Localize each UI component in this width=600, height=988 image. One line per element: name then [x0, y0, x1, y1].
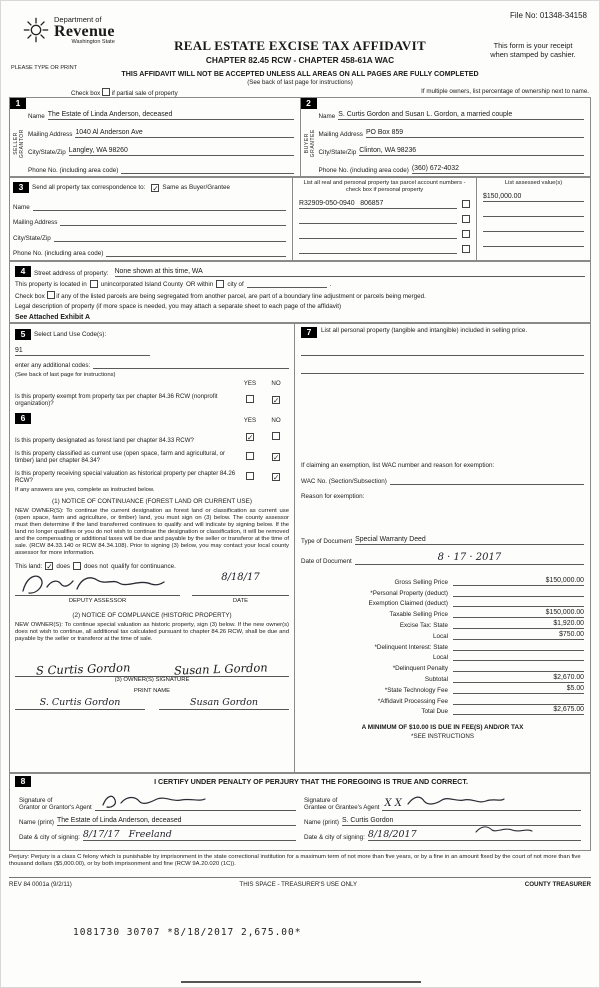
does-not-label: does not: [83, 562, 109, 570]
fin-label-taxable: Taxable Selling Price: [389, 611, 448, 619]
seller-role-label: [13, 113, 25, 174]
exempt-yes-checkbox: [246, 395, 254, 403]
minimum-due-note: A MINIMUM OF $10.00 IS DUE IN FEE(S) AND/OR TAX: [361, 724, 524, 732]
partial-sale-note: [9, 88, 178, 97]
middle-band: [9, 323, 591, 773]
form-title: REAL ESTATE EXCISE TAX AFFIDAVIT: [174, 38, 426, 53]
print-names-row: [15, 697, 289, 710]
no-header-5: NO: [271, 380, 281, 387]
grantor-date-city-label: Date & city of signing:: [19, 834, 80, 841]
fin-label-delinq-interest-local: Local: [432, 654, 448, 662]
tax-correspondence-section: [9, 177, 591, 261]
buyer-role-1: BUYER: [303, 133, 310, 154]
fin-label-processing-fee: *Affidavit Processing Fee: [377, 697, 448, 705]
grantor-name-print-label: Name (print): [19, 819, 54, 826]
does-checkbox: ✓: [46, 562, 53, 571]
legal-description-value: See Attached Exhibit A: [15, 313, 90, 321]
grantor-sig-label-1: Signature of: [19, 797, 53, 804]
parcel-number-4: [299, 245, 457, 254]
parcel-2-personal-checkbox: [462, 215, 470, 223]
street-address-field: None shown at this time, WA: [115, 267, 585, 277]
receipt-note-line2: when stamped by cashier.: [490, 50, 576, 59]
type-of-document-label: Type of Document: [301, 538, 353, 545]
qualify-label: qualify for continuance.: [111, 562, 176, 570]
personal-property-line-1: [301, 343, 584, 356]
fin-value-taxable: $150,000.00: [453, 609, 584, 618]
buyer-city-label: City/State/Zip: [318, 149, 357, 156]
fin-value-processing-fee: [453, 696, 584, 705]
does-label: does: [56, 562, 70, 570]
buyer-phone-field: (360) 672-4032: [412, 164, 584, 174]
historic-no-checkbox: ✓: [273, 473, 280, 482]
owner-signature-2: Susan L Gordon: [173, 660, 268, 678]
grantee-name-print-label: Name (print): [304, 819, 339, 826]
grantee-certification: [300, 789, 585, 841]
deputy-assessor-signature: [17, 571, 167, 597]
exemption-label: If claiming an exemption, list WAC number and reason for exemption:: [301, 462, 495, 469]
parcel-numbers-header: List all real and personal property tax parcel account numbers - check box if personal property: [303, 180, 466, 193]
spacer: [301, 374, 584, 462]
personal-property-line-2: [301, 361, 584, 374]
additional-codes-label: enter any additional codes:: [15, 362, 91, 369]
date-of-document-label: Date of Document: [301, 558, 352, 565]
section-6-badge: 6: [15, 413, 31, 424]
parcel-3-personal-checkbox: [462, 230, 470, 238]
grantee-sig-label-1: Signature of: [304, 797, 338, 804]
exempt-no-checkbox: ✓: [273, 396, 280, 405]
forest-land-question: Is this property designated as forest land per chapter 84.33 RCW?: [15, 437, 194, 444]
assessed-values-column: [476, 178, 590, 260]
city-of-label: city of: [227, 281, 244, 288]
logo-revenue-text: Revenue: [54, 23, 115, 40]
owners-signature-line: [15, 655, 289, 677]
seller-phone-label: Phone No. (including area code): [28, 167, 119, 174]
buyer-role-2: GRANTEE: [309, 129, 316, 158]
legal-description-label: Legal description of property (if more space is needed, you may attach a separate sheet to each page of the affidavit): [15, 303, 342, 311]
section-8-badge: 8: [15, 776, 31, 787]
certification-section: [9, 773, 591, 851]
parcel-number-3: [299, 230, 457, 239]
date-of-document-field: 8 · 17 · 2017: [355, 552, 584, 565]
fin-label-total-due: Total Due: [421, 708, 448, 716]
city-of-field: [247, 279, 327, 288]
land-use-column: [10, 324, 294, 772]
current-use-yes-checkbox: [246, 452, 254, 460]
fin-value-delinq-interest-state: [453, 642, 584, 651]
corr-city-field: [54, 233, 286, 242]
assessed-value-2: [483, 208, 584, 217]
segregated-post: if any of the listed parcels are being segregated from another parcel, are part of a boundary line adjustment or parcels being merged.: [56, 293, 426, 300]
seller-name-field: The Estate of Linda Anderson, deceased: [48, 110, 294, 120]
grantee-signature: [406, 792, 506, 810]
forest-yes-checkbox: ✓: [247, 433, 254, 442]
deputy-assessor-label: DEPUTY ASSESSOR: [68, 598, 127, 604]
grantee-date-city-label: Date & city of signing:: [304, 834, 365, 841]
this-land-label: This land:: [15, 562, 43, 570]
fin-label-gross: Gross Selling Price: [394, 578, 448, 586]
grantor-signature: [99, 792, 209, 810]
section-1-badge: 1: [10, 98, 26, 109]
owner-signature-1: S Curtis Gordon: [36, 660, 132, 678]
wac-label: WAC No. (Section/Subsection): [301, 478, 387, 485]
fin-value-gross: $150,000.00: [453, 577, 584, 586]
grantee-signature-marks: X X: [384, 798, 402, 809]
corr-phone-label: Phone No. (including area code): [13, 250, 104, 257]
fin-label-subtotal: Subtotal: [424, 675, 448, 683]
treasurer-space-label: THIS SPACE - TREASURER'S USE ONLY: [239, 881, 358, 888]
selling-price-column: [294, 324, 590, 772]
forest-no-checkbox: [272, 432, 280, 440]
fin-value-excise-local: $750.00: [453, 631, 584, 640]
city-checkbox: [216, 280, 224, 288]
compliance-body: NEW OWNER(S): To continue special valuation as historic property, sign (3) below. If the new owner(s) does not wish to continue, all additional tax calculated pursuant to chapter 84.26 RCW, shall be due and payable by the seller or transferor at the time of sale.: [15, 622, 289, 642]
parcel-4-personal-checkbox: [462, 245, 470, 253]
correspondence-column: [10, 178, 292, 260]
fin-value-subtotal: $2,670.00: [453, 674, 584, 683]
fin-value-personal: [453, 588, 584, 597]
parties-section: [9, 97, 591, 177]
section-3-badge: 3: [13, 182, 29, 193]
partial-sale-pre: Check box: [71, 90, 101, 97]
buyer-phone-label: Phone No. (including area code): [318, 167, 409, 174]
grantor-name-field: The Estate of Linda Anderson, deceased: [57, 816, 296, 826]
grantor-signature-line: [95, 791, 296, 811]
street-address-label: Street address of property:: [34, 270, 109, 277]
buyer-role-label: [304, 113, 316, 174]
seller-address-field: 1040 Al Anderson Ave: [75, 128, 293, 138]
section-7-badge: 7: [301, 327, 317, 338]
seller-role-1: SELLER: [13, 132, 19, 155]
section-5-badge: 5: [15, 329, 31, 340]
corr-name-label: Name: [13, 203, 30, 211]
compliance-title: (2) NOTICE OF COMPLIANCE (HISTORIC PROPERTY): [72, 612, 232, 619]
receipt-note: [479, 41, 587, 59]
unincorporated-checkbox: [90, 280, 98, 288]
parcel-1-personal-checkbox: [462, 200, 470, 208]
date-label: DATE: [232, 598, 249, 604]
buyer-name-label: Name: [318, 113, 336, 120]
seller-name-label: Name: [28, 113, 45, 120]
segregated-checkbox: [47, 291, 55, 299]
seller-city-label: City/State/Zip: [28, 149, 66, 156]
see-instructions-note: *SEE INSTRUCTIONS: [411, 733, 474, 741]
section-2-badge: 2: [301, 98, 317, 109]
or-within-text: OR within: [186, 281, 214, 288]
grantee-signature-label: [304, 797, 379, 811]
receipt-note-line1: This form is your receipt: [493, 41, 573, 50]
continuance-body: NEW OWNER(S): To continue the current designation as forest land or classification as current use (open space, farm and agriculture, or timber) land, you must sign on (3) below. The county assessor must then determine if the land transferred continues to qualify and will indicate by signing below. If the land no longer qualifies or you do not wish to continue the designation or classification, it will be removed and the compensating or additional taxes will be due and payable by the seller or transferor at the time of sale. (RCW 84.33.140 or RCW 84.34.108). Prior to signing (3) below, you may contact your local county assessor for more information.: [15, 508, 289, 556]
spacer: [301, 500, 584, 528]
county-treasurer-label: COUNTY TREASURER: [524, 881, 591, 888]
fin-label-excise-local: Local: [432, 632, 448, 640]
parcel-numbers-column: [292, 178, 476, 260]
yes-header-5: YES: [243, 380, 257, 387]
assessed-values-header: List assessed value(s): [504, 180, 563, 186]
if-any-yes-note: If any answers are yes, complete as instructed below.: [15, 487, 155, 493]
buyer-address-label: Mailing Address: [318, 131, 363, 138]
assessed-value-1: $150,000.00: [483, 192, 584, 202]
fin-value-delinq-interest-local: [453, 652, 584, 661]
grantee-signature-line: [382, 791, 581, 811]
assessed-value-4: [483, 238, 584, 247]
grantor-signature-label: [19, 797, 92, 811]
partial-sale-checkbox: [102, 88, 110, 96]
land-qualify-row: [15, 562, 289, 570]
type-of-document-field: Special Warranty Deed: [355, 535, 584, 545]
personal-property-label: List all personal property (tangible and intangible) included in selling price.: [321, 327, 528, 334]
buyer-section: [300, 98, 591, 176]
current-use-question: Is this property classified as current use (open space, farm and agricultural, or timber) land per chapter 84.34?: [15, 450, 225, 464]
file-number: File No: 01348-34158: [510, 11, 587, 20]
certify-statement: I CERTIFY UNDER PENALTY OF PERJURY THAT THE FOREGOING IS TRUE AND CORRECT.: [154, 777, 468, 786]
print-name-1-field: S. Curtis Gordon: [15, 697, 145, 710]
please-type-note: PLEASE TYPE OR PRINT: [11, 65, 78, 71]
fin-label-excise-state: Excise Tax: State: [399, 621, 448, 629]
seller-role-2: GRANTOR: [19, 128, 25, 159]
exempt-question: Is this property exempt from property tax per chapter 84.36 RCW (nonprofit organization)?: [15, 393, 218, 407]
historic-yes-checkbox: [246, 472, 254, 480]
grantee-sig-label-2: Grantee or Grantee's Agent: [304, 804, 380, 811]
pre-section-row: [9, 88, 589, 97]
land-use-code-field: 91: [15, 346, 150, 356]
parcel-number-2: [299, 215, 457, 224]
corr-address-label: Mailing Address: [13, 219, 58, 226]
grantor-sig-label-2: Grantor or Grantor's Agent: [19, 804, 92, 811]
corr-address-field: [60, 217, 286, 226]
footer-row: [9, 877, 591, 888]
seller-section: [10, 98, 300, 176]
fin-value-tech-fee: $5.00: [453, 685, 584, 694]
buyer-city-field: Clinton, WA 98236: [359, 146, 584, 156]
deputy-date-field: 8/18/17: [192, 572, 289, 596]
current-use-no-checkbox: ✓: [273, 453, 280, 462]
seller-address-label: Mailing Address: [28, 131, 73, 138]
form-revision: REV 84 0001a (9/2/11): [9, 881, 72, 888]
corr-name-field: [33, 202, 286, 211]
see-back-note-5: (See back of last page for instructions): [15, 372, 116, 378]
segregated-pre: Check box: [15, 293, 45, 300]
logo-state-text: Washington State: [71, 39, 115, 45]
does-not-checkbox: [73, 562, 81, 570]
grantee-name-field: S. Curtis Gordon: [342, 816, 581, 826]
fin-value-excise-state: $1,920.00: [453, 620, 584, 629]
segregated-note: [15, 291, 585, 300]
partial-sale-post: if partial sale of property: [111, 90, 178, 97]
send-correspondence-label: Send all property tax correspondence to:: [32, 184, 146, 191]
property-location-section: [9, 261, 591, 323]
print-name-2-field: Susan Gordon: [159, 697, 289, 710]
assessed-value-3: [483, 223, 584, 232]
period-text: .: [329, 281, 332, 288]
no-header-6: NO: [271, 417, 281, 424]
section-4-badge: 4: [15, 266, 31, 277]
chapter-subtitle: CHAPTER 82.45 RCW - CHAPTER 458-61A WAC: [205, 55, 395, 65]
grantor-certification: [15, 789, 300, 841]
grantee-city-scribble-line: [474, 822, 581, 841]
see-back-note: (See back of last page for instructions): [247, 79, 353, 86]
corr-phone-field: [106, 248, 286, 257]
parcel-number-1: R32909-050-0940 806857: [299, 199, 457, 209]
reason-label: Reason for exemption:: [301, 493, 365, 500]
historic-question: Is this property receiving special valuation as historical property per chapter 84.26 RCW?: [15, 470, 236, 484]
fin-value-delinq-penalty: [453, 663, 584, 672]
grantee-date-city-field: 8/18/2017: [368, 829, 475, 841]
fin-label-personal: *Personal Property (deduct): [370, 589, 448, 597]
same-as-buyer-checkbox: ✓: [152, 183, 159, 193]
financial-table: [301, 575, 584, 715]
unincorporated-label: unincorporated Island County: [100, 281, 184, 288]
grantee-city-scribble: [474, 823, 534, 835]
land-use-label: Select Land Use Code(s):: [34, 331, 107, 338]
perjury-statement: Perjury: Perjury is a class C felony which is punishable by imprisonment in the state correctional institution for a maximum term of not more than five years, or by a fine in an amount fixed by the court of not more than five thousand dollars ($5,000.00), or by both imprisonment and fine (RCW 9A.20.020 (1C)).: [9, 854, 581, 867]
same-as-buyer-label: Same as Buyer/Grantee: [162, 184, 230, 191]
multiple-owners-note: If multiple owners, list percentage of ownership next to name.: [421, 88, 589, 95]
cashier-stamp: 1081730 30707 *8/18/2017 2,675.00*: [73, 927, 302, 938]
owners-signature-label: (3) OWNER(S) SIGNATURE: [114, 677, 190, 683]
additional-codes-field: [93, 360, 289, 369]
corr-city-label: City/State/Zip: [13, 234, 51, 242]
fin-value-total-due: $2,675.00: [453, 706, 584, 715]
seller-city-field: Langley, WA 98260: [69, 146, 294, 156]
grantor-date-city-field: 8/17/17 Freeland: [83, 829, 296, 841]
logo-dept-text: Department of: [54, 15, 102, 24]
acceptance-notice: THIS AFFIDAVIT WILL NOT BE ACCEPTED UNLESS ALL AREAS ON ALL PAGES ARE FULLY COMPLETED: [121, 70, 479, 78]
buyer-name-field: S. Curtis Gordon and Susan L. Gordon, a married couple: [338, 110, 584, 120]
buyer-address-field: PO Box 859: [366, 128, 584, 138]
yes-header-6: YES: [243, 417, 257, 424]
fin-value-exemption: [453, 598, 584, 607]
wac-field: [390, 476, 584, 485]
print-name-label: PRINT NAME: [133, 688, 171, 694]
scan-artifact: [181, 981, 421, 983]
fin-label-exemption: Exemption Claimed (deduct): [368, 600, 448, 608]
located-pre-text: This property is located in: [15, 281, 87, 288]
continuance-title: (1) NOTICE OF CONTINUANCE (FOREST LAND OR CURRENT USE): [52, 498, 252, 505]
deputy-signature-line: [15, 572, 180, 596]
fin-label-tech-fee: *State Technology Fee: [384, 686, 448, 694]
fin-label-delinq-penalty: *Delinquent Penalty: [392, 665, 448, 673]
fin-label-delinq-interest-state: *Delinquent Interest: State: [374, 643, 448, 651]
seller-phone-field: [121, 165, 293, 174]
